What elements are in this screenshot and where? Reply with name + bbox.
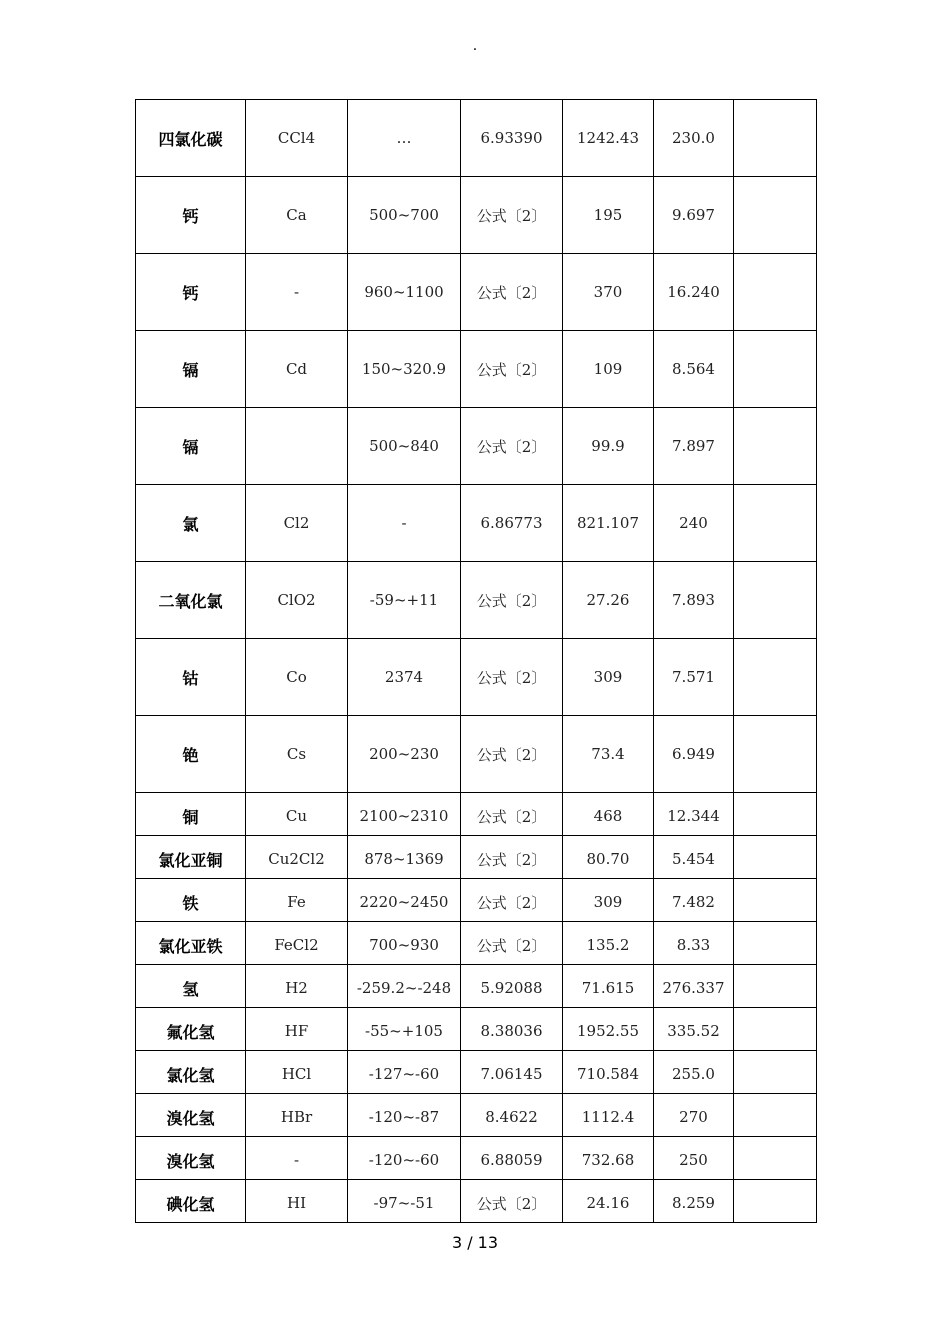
constant-a-cell: 6.93390 [461,100,563,177]
temperature-range-cell: 200~230 [348,716,461,793]
constant-a-cell: 7.06145 [461,1051,563,1094]
constant-b-cell: 821.107 [563,485,654,562]
constant-a-cell: 公式〔2〕 [461,716,563,793]
substance-name-cell: 溴化氢 [136,1137,246,1180]
constant-c-cell: 8.33 [654,922,734,965]
constant-b-cell: 99.9 [563,408,654,485]
temperature-range-cell: 500~840 [348,408,461,485]
constant-c-cell: 7.893 [654,562,734,639]
formula-cell: Cu [246,793,348,836]
note-cell [734,331,817,408]
formula-cell: Cd [246,331,348,408]
note-cell [734,1051,817,1094]
constant-a-cell: 5.92088 [461,965,563,1008]
temperature-range-cell: -97~-51 [348,1180,461,1223]
constant-b-cell: 24.16 [563,1180,654,1223]
formula-cell: HCl [246,1051,348,1094]
substance-name-cell: 溴化氢 [136,1094,246,1137]
temperature-range-cell: -120~-87 [348,1094,461,1137]
substance-name-cell: 氢 [136,965,246,1008]
table-row [136,965,817,1008]
table-row [136,408,817,485]
note-cell [734,1137,817,1180]
constant-c-cell: 7.571 [654,639,734,716]
substance-name-cell: 氯化亚铜 [136,836,246,879]
note-cell [734,716,817,793]
note-cell [734,922,817,965]
note-cell [734,1094,817,1137]
constant-b-cell: 195 [563,177,654,254]
constant-b-cell: 309 [563,639,654,716]
formula-cell: HI [246,1180,348,1223]
constant-c-cell: 5.454 [654,836,734,879]
formula-cell: Co [246,639,348,716]
constant-c-cell: 16.240 [654,254,734,331]
formula-cell: - [246,1137,348,1180]
constant-b-cell: 1242.43 [563,100,654,177]
temperature-range-cell: 2374 [348,639,461,716]
formula-cell [246,408,348,485]
formula-cell: Cu2Cl2 [246,836,348,879]
constant-b-cell: 80.70 [563,836,654,879]
constant-b-cell: 468 [563,793,654,836]
constant-a-cell: 8.4622 [461,1094,563,1137]
constant-a-cell: 公式〔2〕 [461,922,563,965]
note-cell [734,639,817,716]
temperature-range-cell: 2100~2310 [348,793,461,836]
table-row [136,1008,817,1051]
temperature-range-cell: -55~+105 [348,1008,461,1051]
constant-c-cell: 335.52 [654,1008,734,1051]
note-cell [734,793,817,836]
constant-a-cell: 公式〔2〕 [461,793,563,836]
constant-b-cell: 73.4 [563,716,654,793]
constant-c-cell: 7.897 [654,408,734,485]
formula-cell: Cl2 [246,485,348,562]
constant-b-cell: 370 [563,254,654,331]
substance-name-cell: 镉 [136,331,246,408]
constant-c-cell: 6.949 [654,716,734,793]
substance-name-cell: 氯 [136,485,246,562]
temperature-range-cell: … [348,100,461,177]
constant-a-cell: 公式〔2〕 [461,408,563,485]
formula-cell: CCl4 [246,100,348,177]
constant-a-cell: 公式〔2〕 [461,836,563,879]
page-number: 3 / 13 [451,1233,499,1252]
note-cell [734,1008,817,1051]
substance-name-cell: 氯化亚铁 [136,922,246,965]
constant-a-cell: 公式〔2〕 [461,1180,563,1223]
substance-name-cell: 镉 [136,408,246,485]
note-cell [734,177,817,254]
note-cell [734,408,817,485]
temperature-range-cell: -120~-60 [348,1137,461,1180]
temperature-range-cell: 2220~2450 [348,879,461,922]
substance-name-cell: 四氯化碳 [136,100,246,177]
note-cell [734,100,817,177]
note-cell [734,1180,817,1223]
constant-b-cell: 1112.4 [563,1094,654,1137]
substance-name-cell: 氯化氢 [136,1051,246,1094]
substance-name-cell: 钙 [136,177,246,254]
constant-a-cell: 公式〔2〕 [461,331,563,408]
formula-cell: HF [246,1008,348,1051]
substance-name-cell: 钴 [136,639,246,716]
constant-a-cell: 6.88059 [461,1137,563,1180]
constant-a-cell: 公式〔2〕 [461,254,563,331]
table-row [136,1051,817,1094]
substance-name-cell: 二氧化氯 [136,562,246,639]
note-cell [734,836,817,879]
table-row [136,254,817,331]
formula-cell: HBr [246,1094,348,1137]
temperature-range-cell: -59~+11 [348,562,461,639]
constant-b-cell: 71.615 [563,965,654,1008]
substance-name-cell: 铁 [136,879,246,922]
constant-c-cell: 8.259 [654,1180,734,1223]
constant-b-cell: 109 [563,331,654,408]
constant-c-cell: 7.482 [654,879,734,922]
constant-a-cell: 公式〔2〕 [461,879,563,922]
temperature-range-cell: 960~1100 [348,254,461,331]
constant-c-cell: 8.564 [654,331,734,408]
table-row [136,879,817,922]
formula-cell: FeCl2 [246,922,348,965]
constant-a-cell: 8.38036 [461,1008,563,1051]
temperature-range-cell: 150~320.9 [348,331,461,408]
temperature-range-cell: -259.2~-248 [348,965,461,1008]
note-cell [734,485,817,562]
table-row [136,1094,817,1137]
temperature-range-cell: 878~1369 [348,836,461,879]
constant-b-cell: 135.2 [563,922,654,965]
table-body [136,100,817,1223]
table-row [136,793,817,836]
constant-b-cell: 732.68 [563,1137,654,1180]
note-cell [734,965,817,1008]
formula-cell: Fe [246,879,348,922]
constant-b-cell: 710.584 [563,1051,654,1094]
temperature-range-cell: 500~700 [348,177,461,254]
constant-c-cell: 230.0 [654,100,734,177]
formula-cell: ClO2 [246,562,348,639]
table-row [136,922,817,965]
constant-a-cell: 6.86773 [461,485,563,562]
note-cell [734,879,817,922]
temperature-range-cell: 700~930 [348,922,461,965]
constant-a-cell: 公式〔2〕 [461,177,563,254]
substance-name-cell: 铯 [136,716,246,793]
temperature-range-cell: -127~-60 [348,1051,461,1094]
table-row [136,1180,817,1223]
page-header-dot: . [472,38,478,54]
table-row [136,716,817,793]
constant-a-cell: 公式〔2〕 [461,562,563,639]
table-row [136,562,817,639]
constant-c-cell: 240 [654,485,734,562]
note-cell [734,254,817,331]
constant-c-cell: 276.337 [654,965,734,1008]
constant-c-cell: 270 [654,1094,734,1137]
constant-b-cell: 309 [563,879,654,922]
substance-name-cell: 碘化氢 [136,1180,246,1223]
table-row [136,1137,817,1180]
constant-b-cell: 1952.55 [563,1008,654,1051]
constant-c-cell: 255.0 [654,1051,734,1094]
table-row [136,331,817,408]
formula-cell: H2 [246,965,348,1008]
temperature-range-cell: - [348,485,461,562]
table-row [136,100,817,177]
constant-c-cell: 9.697 [654,177,734,254]
note-cell [734,562,817,639]
constant-c-cell: 12.344 [654,793,734,836]
table-row [136,639,817,716]
constant-c-cell: 250 [654,1137,734,1180]
formula-cell: Ca [246,177,348,254]
substance-name-cell: 氟化氢 [136,1008,246,1051]
substance-name-cell: 钙 [136,254,246,331]
table-row [136,836,817,879]
constant-b-cell: 27.26 [563,562,654,639]
constant-a-cell: 公式〔2〕 [461,639,563,716]
formula-cell: Cs [246,716,348,793]
substance-name-cell: 铜 [136,793,246,836]
table-row [136,177,817,254]
data-table [135,99,817,1223]
formula-cell: - [246,254,348,331]
table-row [136,485,817,562]
